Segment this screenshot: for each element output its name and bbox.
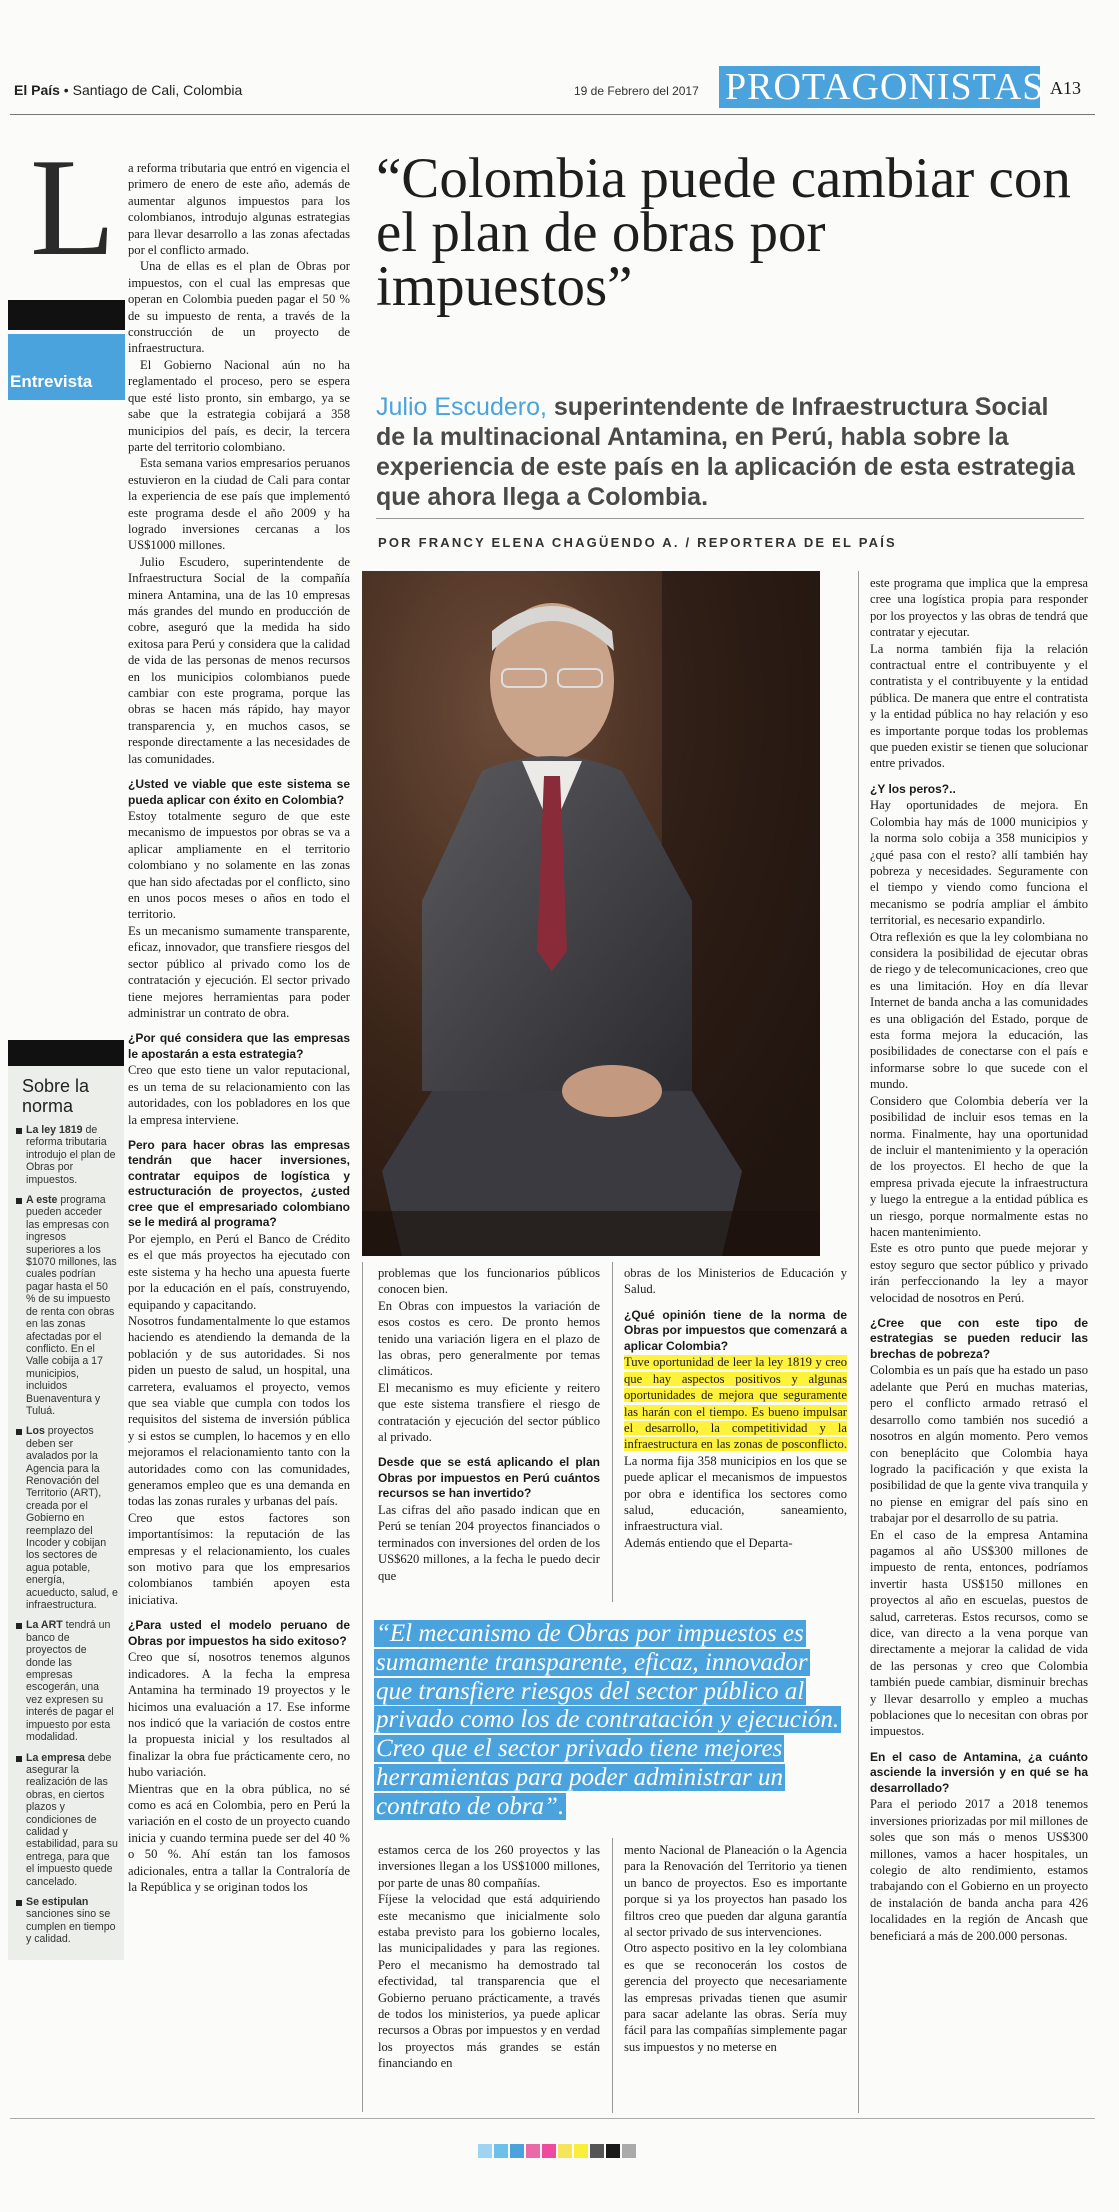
question: ¿Y los peros?.. — [870, 781, 956, 796]
masthead: El País • Santiago de Cali, Colombia — [14, 82, 243, 98]
paragraph: este programa que implica que la empresa cree una logística propia para responder por los proyectos y las obras de tendrá que contratar y ejecutar. — [870, 576, 1088, 640]
sidebar-item: La ley 1819 de reforma tributaria introdujo el plan de Obras por impuestos. — [14, 1124, 118, 1186]
answer: Mientras que en la obra pública, no sé como es acá en Colombia, pero en Perú la variación en el costo de un proyecto cuando inicia y cuando termina puede ser del 40 % o 50 %. Ahí están tan los famosos adicionales, entra a tallar la Contraloría de la República y se originan todos los — [128, 1781, 350, 1894]
sidebar-item: La ART tendrá un banco de proyectos de donde las empresas escogerán, una vez expresen su interés de pagar el impuesto por esta modalidad. — [14, 1619, 118, 1743]
paragraph: problemas que los funcionarios públicos conocen bien. — [378, 1266, 600, 1297]
portrait-photo — [362, 571, 820, 1256]
paragraph: Una de ellas es el plan de Obras por impuestos, con el cual las empresas que operan en Colombia pueden pagar el 50 % de su impuesto de renta, a través de la construcción de un proyecto de infraestructura. — [128, 259, 350, 356]
color-mark — [574, 2144, 588, 2158]
dropcap: L — [30, 130, 116, 285]
pull-quote: “El mecanismo de Obras por impuestos es sumamente transparente, eficaz, innovador que transfiere riesgos del sector público al privado como los de contratación y ejecución. Creo que el sector privado tiene mejores herramientas para poder administrar un contrato de obra”. — [376, 1620, 840, 1820]
sidebar-item: Los proyectos deben ser avalados por la Agencia para la Renovación del Territorio (ART), creada por el Gobierno en reemplazo del Incoder y cobijan los sectores de agua potable, energía, acueducto, salud, e infraestructura. — [14, 1425, 118, 1611]
color-mark — [558, 2144, 572, 2158]
page-number: A13 — [1050, 78, 1081, 98]
answer: Para el periodo 2017 a 2018 tenemos inversiones priorizadas por mil millones de soles que son más o menos US$300 millones, vamos a hacer hospitales, un colegio de alto rendimiento, estamos trabajando con el Gobierno en un proyecto de instalación de banda ancha para 426 localidades en la región de Ancash que beneficiará a más de 200.000 personas. — [870, 1797, 1088, 1943]
paragraph: La norma también fija la relación contractual entre el contribuyente y el contratista y el contribuyente y la entidad pública. De manera que entre el contratista y la entidad pública no hay relación y eso es importante porque todas los problemas que pueden existir se tienen que solucionar entre privados. — [870, 641, 1088, 771]
paragraph: Además entiendo que el Departa- — [624, 1535, 793, 1550]
paragraph: obras de los Ministerios de Educación y Salud. — [624, 1266, 847, 1297]
paragraph: Otro aspecto positivo en la ley colombiana es que se reconocerán los costos de gerencia del proyecto que necesariamente las empresas privadas tienen que asumir para sacar adelante las obras. Sería muy fácil para las compañías simplemente pagar sus impuestos y no meterse en — [624, 1941, 847, 2054]
column-4 — [870, 575, 1088, 1944]
paragraph: Esta semana varios empresarios peruanos estuvieron en la ciudad de Cali para contar la experiencia de ese país que implementó este programa desde el año 2009 y ha logrado inversiones cercanas a los US$1000 millones. — [128, 456, 350, 553]
section-tag: PROTAGONISTAS — [719, 66, 1040, 108]
answer: Estoy totalmente seguro de que este mecanismo de impuestos por obras se va a aplicar ampliamente en el territorio colombiano y no solamente en las zonas que han sido afectadas por el conflicto, sino en unos pocos meses o años en todo el territorio. — [128, 809, 350, 922]
answer: Creo que esto tiene un valor reputacional, es un tema de su relacionamiento con las autoridades, con los pobladores en los que la empresa interviene. — [128, 1063, 350, 1127]
sidebar-box — [8, 1046, 124, 1960]
question: ¿Usted ve viable que este sistema se pueda aplicar con éxito en Colombia? — [128, 777, 350, 807]
answer: Otra reflexión es que la ley colombiana no considera la posibilidad de ejecutar obras de riego y de telecomunicaciones, creo que es una limitación. Hoy en día llevar Internet de banda ancha a las comunidades es una obligación del Estado, porque de esta forma mejora la educación, las posibilidades de conectarse con el país e informarse sobre lo que sucede con el mundo. — [870, 929, 1088, 1092]
answer: Este es otro punto que puede mejorar y estoy seguro que sector público y privado irán perfeccionando la ley a mayor velocidad de nosotros en Perú. — [870, 1241, 1088, 1305]
paragraph: estamos cerca de los 260 proyectos y las inversiones llegan a los US$1000 millones, por parte de unas 80 compañías. — [378, 1843, 600, 1890]
answer: Considero que Colombia debería ver la posibilidad de incluir esos temas en la norma. Finalmente, hay una oportunidad de incluir el mantenimiento y la operación de los proyectos. El hecho de que la empresa privada ejecute la infraestructura y luego la entregue a la entidad pública es un riesgo, porque normalmente estas no hacen mantenimiento. — [870, 1093, 1088, 1239]
color-mark — [494, 2144, 508, 2158]
header-rule — [10, 114, 1095, 115]
column-1 — [128, 160, 350, 1895]
column-divider — [362, 1262, 363, 2112]
paragraph: El mecanismo es muy eficiente y reitero que este sistema transfiere el riesgo de contratación y ejecución del sector público al privado. — [378, 1380, 600, 1445]
sidebar-item: Se estipulan sanciones sino se cumplen en tiempo y calidad. — [14, 1896, 118, 1946]
color-mark — [606, 2144, 620, 2158]
paragraph: El Gobierno Nacional aún no ha reglamentado el proceso, pero se espera que esté listo pronto, sin embargo, ya se sabe que la estrategia cobijará a 358 municipios del país, es decir, la tercera parte del territorio colombiano. — [128, 357, 350, 454]
sidebar-topbar — [8, 1040, 124, 1066]
highlighted-text: Tuve oportunidad de leer la ley 1819 y creo que hay aspectos positivos y algunas oportunidades de mejora que seguramente las harán con el tiempo. Es bueno impulsar el desarrollo, la competitividad y la infraestructura en las zonas de posconflicto. — [624, 1355, 847, 1452]
answer: Creo que estos factores son importantísimos: la reputación de las empresas y el relacionamiento, los cuales son motivo para que los empresarios colombianos también apoyen esta iniciativa. — [128, 1510, 350, 1607]
question: ¿Para usted el modelo peruano de Obras por impuestos ha sido exitoso? — [128, 1618, 350, 1648]
paragraph: Fíjese la velocidad que está adquiriendo este mecanismo que inicialmente solo estaba previsto para los gobierno locales, las municipalidades y para las regiones. Pero el mecanismo ha demostrado tal efectividad, tal transparencia que el Gobierno peruano prácticamente, a través de todos los ministerios, ya puede aplicar recursos a Obras por impuestos y en verdad los proyectos más grandes se están financiando en — [378, 1892, 600, 2071]
answer: Es un mecanismo sumamente transparente, eficaz, innovador, que transfiere riesgos del sector público al privado como los de contratación y ejecución. El sector privado tiene mejores herramientas para poder administrar un contrato de obra. — [128, 923, 350, 1020]
color-mark — [622, 2144, 636, 2158]
answer: En el caso de la empresa Antamina pagamos al año US$300 millones de impuesto de renta, entonces, podríamos invertir hasta US$150 millones en proyectos al año en escuelas, puestos de salud, carreteras. Estos recursos, como se dice, van directo a la vena porque van directamente a mejorar la calidad de vida de las personas y creo que Colombia también puede cambiar, disminuir brechas y llevar desarrollo y empleo a muchas poblaciones que lo necesitan con obras por impuestos. — [870, 1527, 1088, 1739]
byline-rule — [376, 518, 1084, 519]
subheadline: Julio Escudero, superintendente de Infraestructura Social de la multinacional Antamina, en Perú, habla sobre la experiencia de este país en la aplicación de esta estrategia que ahora llega a Colombia. — [376, 393, 1075, 511]
paragraph: mento Nacional de Planeación o la Agencia para la Renovación del Territorio ya tienen un banco de proyectos. Eso es importante porque si ya los proyectos han pasado los filtros creo que pueden dar alguna garantía al sector privado de sus intervenciones. — [624, 1843, 847, 1940]
answer: Creo que sí, nosotros tenemos algunos indicadores. A la fecha la empresa Antamina ha terminado 19 proyectos y le hicimos una evaluación a 17. Ese informe nos indicó que la variación de costos entre la propuesta inicial y los resultados al finalizar la obra fue prácticamente cero, no hubo variación. — [128, 1650, 350, 1780]
answer: Por ejemplo, en Perú el Banco de Crédito es el que más proyectos ha ejecutado con este sistema y ha hecho una apuesta fuerte por la educación en el país, construyendo, equipando y capacitando. — [128, 1231, 350, 1312]
color-mark — [478, 2144, 492, 2158]
question: Pero para hacer obras las empresas tendrán que hacer inversiones, contratar equipos de logística y estructuración de proyectos, ¿usted cree que el empresariado colombiano se le medirá al programa? — [128, 1137, 350, 1230]
sidebar-item: La empresa debe asegurar la realización de las obras, en ciertos plazos y condiciones de calidad y estabilidad, para su entrega, para que el impuesto quede cancelado. — [14, 1752, 118, 1888]
color-mark — [526, 2144, 540, 2158]
color-mark — [542, 2144, 556, 2158]
question: ¿Cree que con este tipo de estrategias se pueden reducir las brechas de pobreza? — [870, 1315, 1088, 1361]
byline: POR FRANCY ELENA CHAGÜENDO A. / REPORTERA DE EL PAÍS — [378, 535, 897, 550]
question: ¿Qué opinión tiene de la norma de Obras por impuestos que comenzará a aplicar Colombia? — [624, 1307, 847, 1353]
tag-entrevista: Entrevista — [8, 334, 125, 400]
column-2-bottom — [378, 1842, 600, 2072]
answer: Tuve oportunidad de leer la ley 1819 y creo que hay aspectos positivos y algunas oportunidades de mejora que seguramente las harán con el tiempo. Es bueno impulsar el desarrollo, la competitividad y la infraestructura en las zonas de posconflicto. La norma fija 358 municipios en los que se puede aplicar el mecanismos de impuestos por obra e identifica los sectores como salud, educación, saneamiento, infraestructura vial. — [624, 1355, 847, 1534]
column-3-bottom — [624, 1842, 847, 2055]
subheadline-name: Julio Escudero, — [376, 393, 547, 421]
column-2 — [378, 1265, 600, 1584]
paragraph: a reforma tributaria que entró en vigencia el primero de enero de este año, además de aumentar algunos impuestos para los colombianos, introdujo algunas estrategias para llevar desarrollo a las zonas afectadas por el conflicto armado. — [128, 161, 350, 258]
question: En el caso de Antamina, ¿a cuánto asciende la inversión y en qué se ha desarrollado? — [870, 1749, 1088, 1795]
color-mark — [590, 2144, 604, 2158]
answer: Hay oportunidades de mejora. En Colombia hay más de 1000 municipios y la norma solo cobija a 358 municipios y ¿qué pasa con el resto? allí también hay pobreza y necesidades. Seguramente con el tiempo y viendo como funciona el mecanismo se podría ampliar el ámbito territorial, es necesario expandirlo. — [870, 798, 1088, 928]
place: Santiago de Cali, Colombia — [72, 82, 243, 98]
headline: “Colombia puede cambiar con el plan de obras por impuestos” — [376, 147, 1071, 318]
sidebar-title: Sobre la norma — [22, 1076, 90, 1116]
issue-date: 19 de Febrero del 2017 — [574, 84, 699, 98]
footer-rule — [10, 2118, 1095, 2119]
column-divider — [858, 571, 859, 2113]
answer: Las cifras del año pasado indican que en Perú se tenían 204 proyectos financiados o terminados con inversiones del orden de los US$620 millones, a la fecha le puedo decir que — [378, 1502, 600, 1583]
paragraph: En Obras con impuestos la variación de esos costos es cero. De pronto hemos tenido una variación ligera en el plazo de las obras, pero generalmente por temas climáticos. — [378, 1298, 600, 1379]
portrait-illustration — [362, 571, 820, 1256]
answer: Colombia es un país que ha estado un paso adelante que Perú en muchas materias, pero el conflicto armado retrasó el desarrollo como también nos sucedió a nosotros en algún momento. Pero vemos con beneplácito que Colombia haya logrado la pacificación y que exista la posibilidad de que la gente viva tranquila y no piense en emigrar del país sino en trabajar por el desarrollo de su patria. — [870, 1363, 1088, 1526]
question: Desde que se está aplicando el plan Obras por impuestos en Perú cuántos recursos se han invertido? — [378, 1455, 600, 1501]
column-3 — [624, 1265, 847, 1551]
question: ¿Por qué considera que las empresas le apostarán a esta estrategia? — [128, 1031, 350, 1061]
sidebar-item: A este programa pueden acceder las empresas con ingresos superiores a los $1070 millones, las cuales podrían pagar hasta el 50 % de su impuesto de renta con obras en las zonas afectadas por el conflicto. En el Valle cobija a 17 municipios, incluidos Buenaventura y Tuluá. — [14, 1194, 118, 1417]
tag-bar — [8, 300, 125, 330]
paragraph: Julio Escudero, superintendente de Infraestructura Social de la compañía minera Antamina, una de las 10 empresas más grandes del mundo en producción de cobre, aseguró que la medida ha sido exitosa para Perú y considera que la calidad de vida de las personas de menos recursos en los municipios colombianos puede cambiar con este programa, porque las obras se hacen más rápido, hay mayor transparencia y, en muchos casos, se responde directamente a las necesidades de las comunidades. — [128, 554, 350, 766]
column-divider — [612, 1838, 613, 2113]
color-mark — [510, 2144, 524, 2158]
answer: Nosotros fundamentalmente lo que estamos haciendo es atendiendo la demanda de la población y de sus autoridades. Si nos piden un puesto de salud, un hospital, una carretera, evaluamos el proyecto, vemos que sea viable que cumpla con todos los requisitos del sistema de inversión pública y si estos se cumplen, lo hacemos y en ello mejoramos el relacionamiento tanto con la autoridades como con las comunidades, generamos empleo que es una demanda en todas las zonas rurales y urbanas del país. — [128, 1313, 350, 1509]
column-divider — [612, 1262, 613, 1602]
paper-name: El País — [14, 82, 60, 98]
